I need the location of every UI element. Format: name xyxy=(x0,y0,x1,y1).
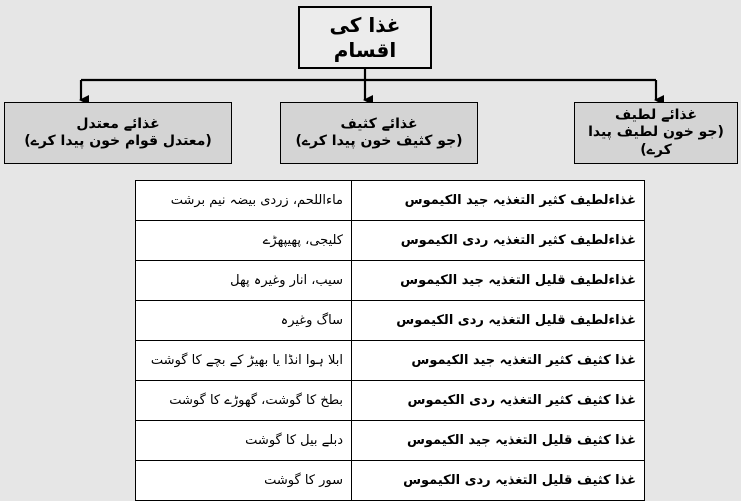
category-cell: غذاءلطیف کثیر التغذیہ جید الکیموس xyxy=(352,181,645,221)
node-kasif-name: غذائے کثیف xyxy=(340,115,418,132)
table-row xyxy=(136,261,645,301)
node-latif-desc: (جو خون لطیف پیدا کرے) xyxy=(588,124,724,158)
category-cell: غذا کثیف قلیل التغذیہ جید الکیموس xyxy=(352,421,645,461)
food-table xyxy=(135,180,645,501)
node-kasif xyxy=(280,102,478,164)
category-cell: غذاءلطیف کثیر التغذیہ ردی الکیموس xyxy=(352,221,645,261)
node-moatadil-name: غذائے معتدل xyxy=(76,115,160,132)
table-row xyxy=(136,301,645,341)
table-row xyxy=(136,421,645,461)
node-latif-name: غذائے لطیف xyxy=(614,106,698,123)
root-node xyxy=(298,6,432,69)
table-row xyxy=(136,181,645,221)
example-cell: دبلے بیل کا گوشت xyxy=(136,421,352,461)
example-cell: ساگ وغیرہ xyxy=(136,301,352,341)
category-cell: غذا کثیف کثیر التغذیہ ردی الکیموس xyxy=(352,381,645,421)
category-cell: غذا کثیف کثیر التغذیہ جید الکیموس xyxy=(352,341,645,381)
example-cell: سیب، انار وغیرہ پھل xyxy=(136,261,352,301)
node-moatadil xyxy=(4,102,232,164)
category-cell: غذا کثیف قلیل التغذیہ ردی الکیموس xyxy=(352,461,645,501)
root-title: غذا کی اقسام xyxy=(329,12,401,62)
example-cell: سور کا گوشت xyxy=(136,461,352,501)
example-cell: بطخ کا گوشت، گھوڑے کا گوشت xyxy=(136,381,352,421)
node-kasif-desc: (جو کثیف خون پیدا کرے) xyxy=(295,133,463,149)
example-cell: ابلا ہوا انڈا یا بھیڑ کے بچے کا گوشت xyxy=(136,341,352,381)
table-row xyxy=(136,341,645,381)
category-cell: غذاءلطیف قلیل التغذیہ ردی الکیموس xyxy=(352,301,645,341)
example-cell: ماءاللحم، زردی بیضہ نیم برشت xyxy=(136,181,352,221)
table-row xyxy=(136,221,645,261)
category-cell: غذاءلطیف قلیل التغذیہ جید الکیموس xyxy=(352,261,645,301)
table-row xyxy=(136,381,645,421)
example-cell: کلیجی، پھیپھڑے xyxy=(136,221,352,261)
node-latif xyxy=(574,102,738,164)
node-moatadil-desc: (معتدل قوام خون پیدا کرے) xyxy=(24,133,212,149)
table-row xyxy=(136,461,645,501)
